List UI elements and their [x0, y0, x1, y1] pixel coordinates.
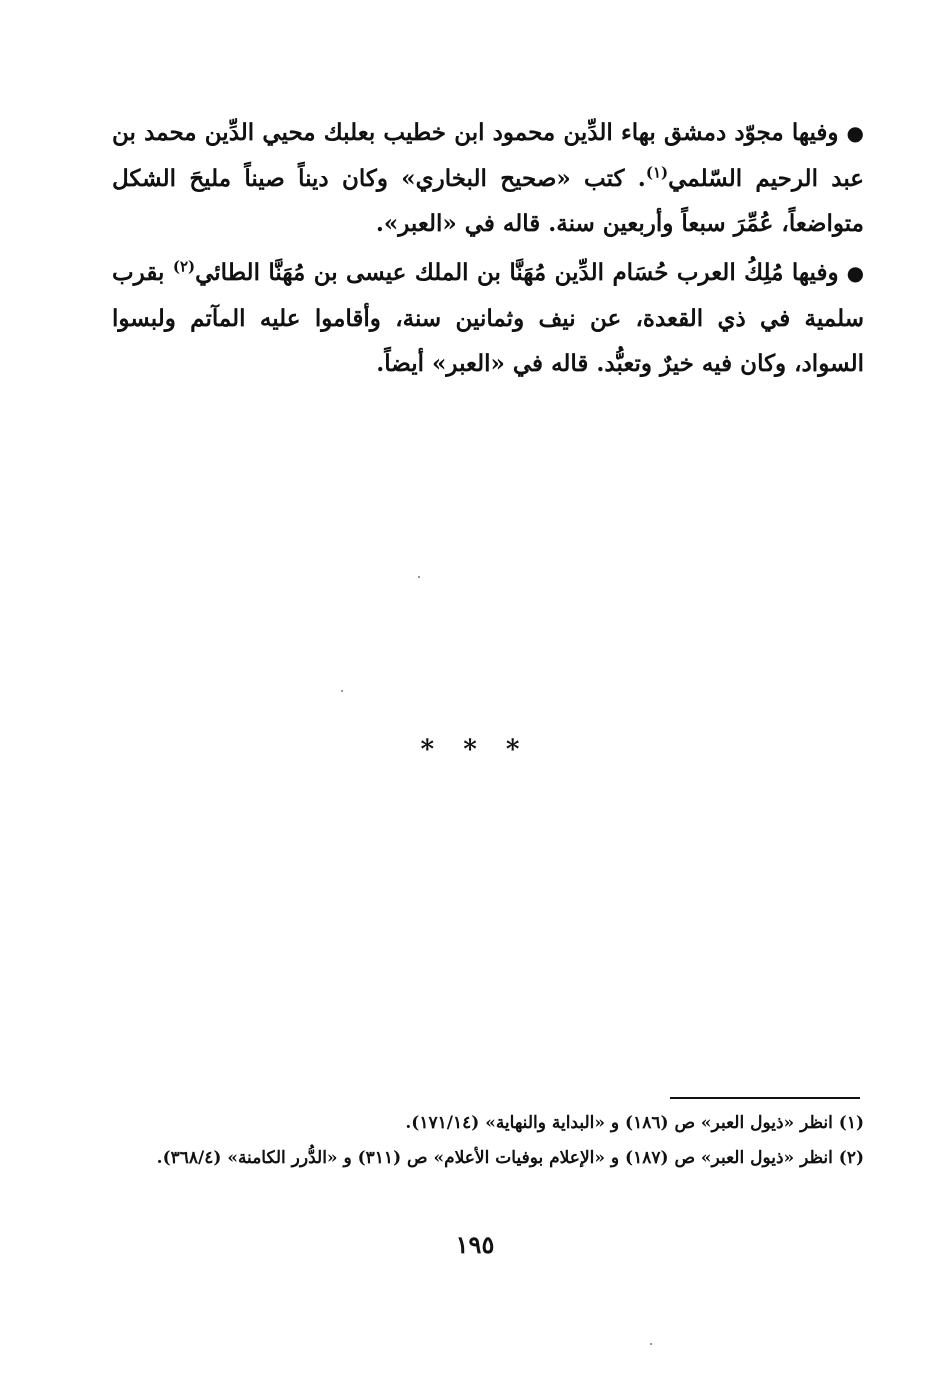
footnote: (١) انظر «ذيول العبر» ص (١٨٦) و «البداية والنهاية» (١٧١/١٤). — [405, 1113, 864, 1133]
section-divider: * * * — [420, 735, 530, 765]
footnote-reference: (١) — [645, 163, 669, 182]
footnote-reference: (٢) — [172, 257, 196, 276]
paragraph-text: وفيها مجوّد دمشق بهاء الدِّين محمود ابن خطيب بعلبك محيي الدِّين محمد بن عبد الرحيم السّلمي — [112, 119, 864, 192]
bullet-icon: ● — [846, 261, 865, 285]
paragraph-text: وفيها مُلِكُ العرب حُسَام الدِّين مُهَنَّا بن الملك عيسى بن مُهَنَّا الطائي — [195, 259, 839, 286]
scan-speck — [650, 1343, 652, 1345]
footnote-separator — [670, 1097, 860, 1099]
footnote: (٢) انظر «ذيول العبر» ص (١٨٧) و «الإعلام بوفيات الأعلام» ص (٣١١) و «الدُّرر الكامنة» (٣٦٨/٤). — [156, 1148, 864, 1168]
paragraph-text-continued: بقرب سلمية في ذي القعدة، عن نيف وثمانين سنة، وأقاموا عليه المآتم ولبسوا السواد، وكان فيه خيرٌ وتعبُّد. قاله في «العبر» أيضاً. — [112, 259, 864, 377]
page-number: ١٩٥ — [455, 1230, 495, 1259]
paragraph — [112, 250, 864, 386]
footnotes — [112, 1106, 864, 1176]
bullet-icon: ● — [846, 121, 864, 145]
paragraph-text-continued: . كتب «صحيح البخاري» وكان ديناً صيناً مليحَ الشكل متواضعاً، عُمِّرَ سبعاً وأربعين سنة. قاله في «العبر». — [112, 165, 864, 237]
scan-speck — [341, 690, 343, 692]
main-text — [112, 110, 864, 390]
scan-speck — [418, 576, 420, 578]
paragraph — [112, 110, 864, 246]
